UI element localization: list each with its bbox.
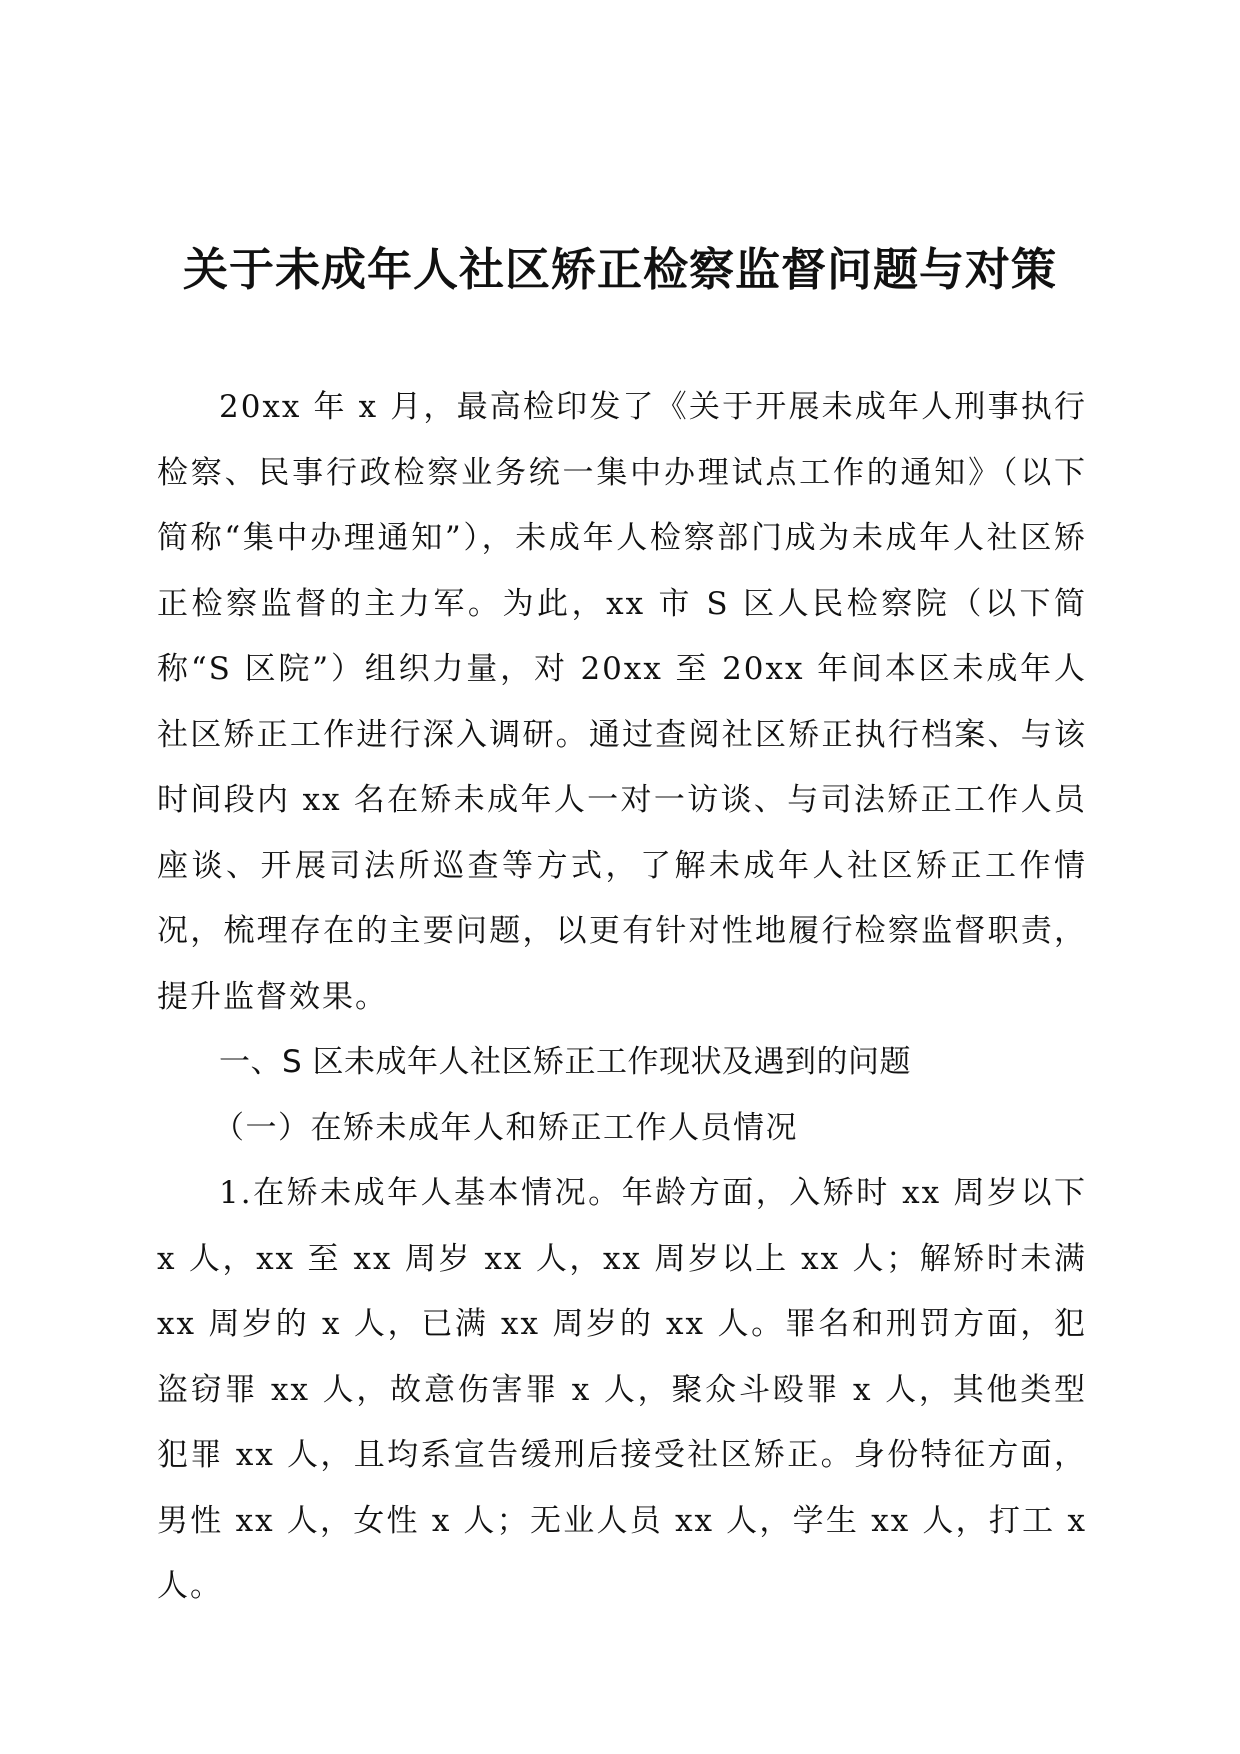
section-heading: 一、S 区未成年人社区矫正工作现状及遇到的问题 xyxy=(219,1044,912,1080)
point-paragraph: 1.在矫未成年人基本情况。年龄方面，入矫时 xx 周岁以下 x 人，xx 至 xx 周岁 xx 人，xx 周岁以上 xx 人；解矫时未满 xx 周岁的 x 人，已满 xx 周岁的 xx 人。罪名和刑罚方面，犯盗窃罪 xx 人，故意伤害罪 x 人，聚众斗殴罪 x 人，其他类型犯罪 xx 人，且均系宣告缓刑后接受社区矫正。身份特征方面，男性 xx 人，女性 x 人；无业人员 xx 人，学生 xx 人，打工 x 人。 xyxy=(157,1175,1087,1604)
document-body xyxy=(157,375,1087,1620)
subsection-heading: （一）在矫未成年人和矫正工作人员情况 xyxy=(213,1109,798,1146)
intro-paragraph: 20xx 年 x 月，最高检印发了《关于开展未成年人刑事执行检察、民事行政检察业务统一集中办理试点工作的通知》（以下简称“集中办理通知”），未成年人检察部门成为未成年人社区矫正检察监督的主力军。为此，xx 市 S 区人民检察院（以下简称“S 区院”）组织力量，对 20xx 至 20xx 年间本区未成年人社区矫正工作进行深入调研。通过查阅社区矫正执行档案、与该时间段内 xx 名在矫未成年人一对一访谈、与司法矫正工作人员座谈、开展司法所巡查等方式，了解未成年人社区矫正工作情况，梳理存在的主要问题，以更有针对性地履行检察监督职责，提升监督效果。 xyxy=(157,389,1087,1015)
document-title: 关于未成年人社区矫正检察监督问题与对策 xyxy=(182,243,1057,296)
